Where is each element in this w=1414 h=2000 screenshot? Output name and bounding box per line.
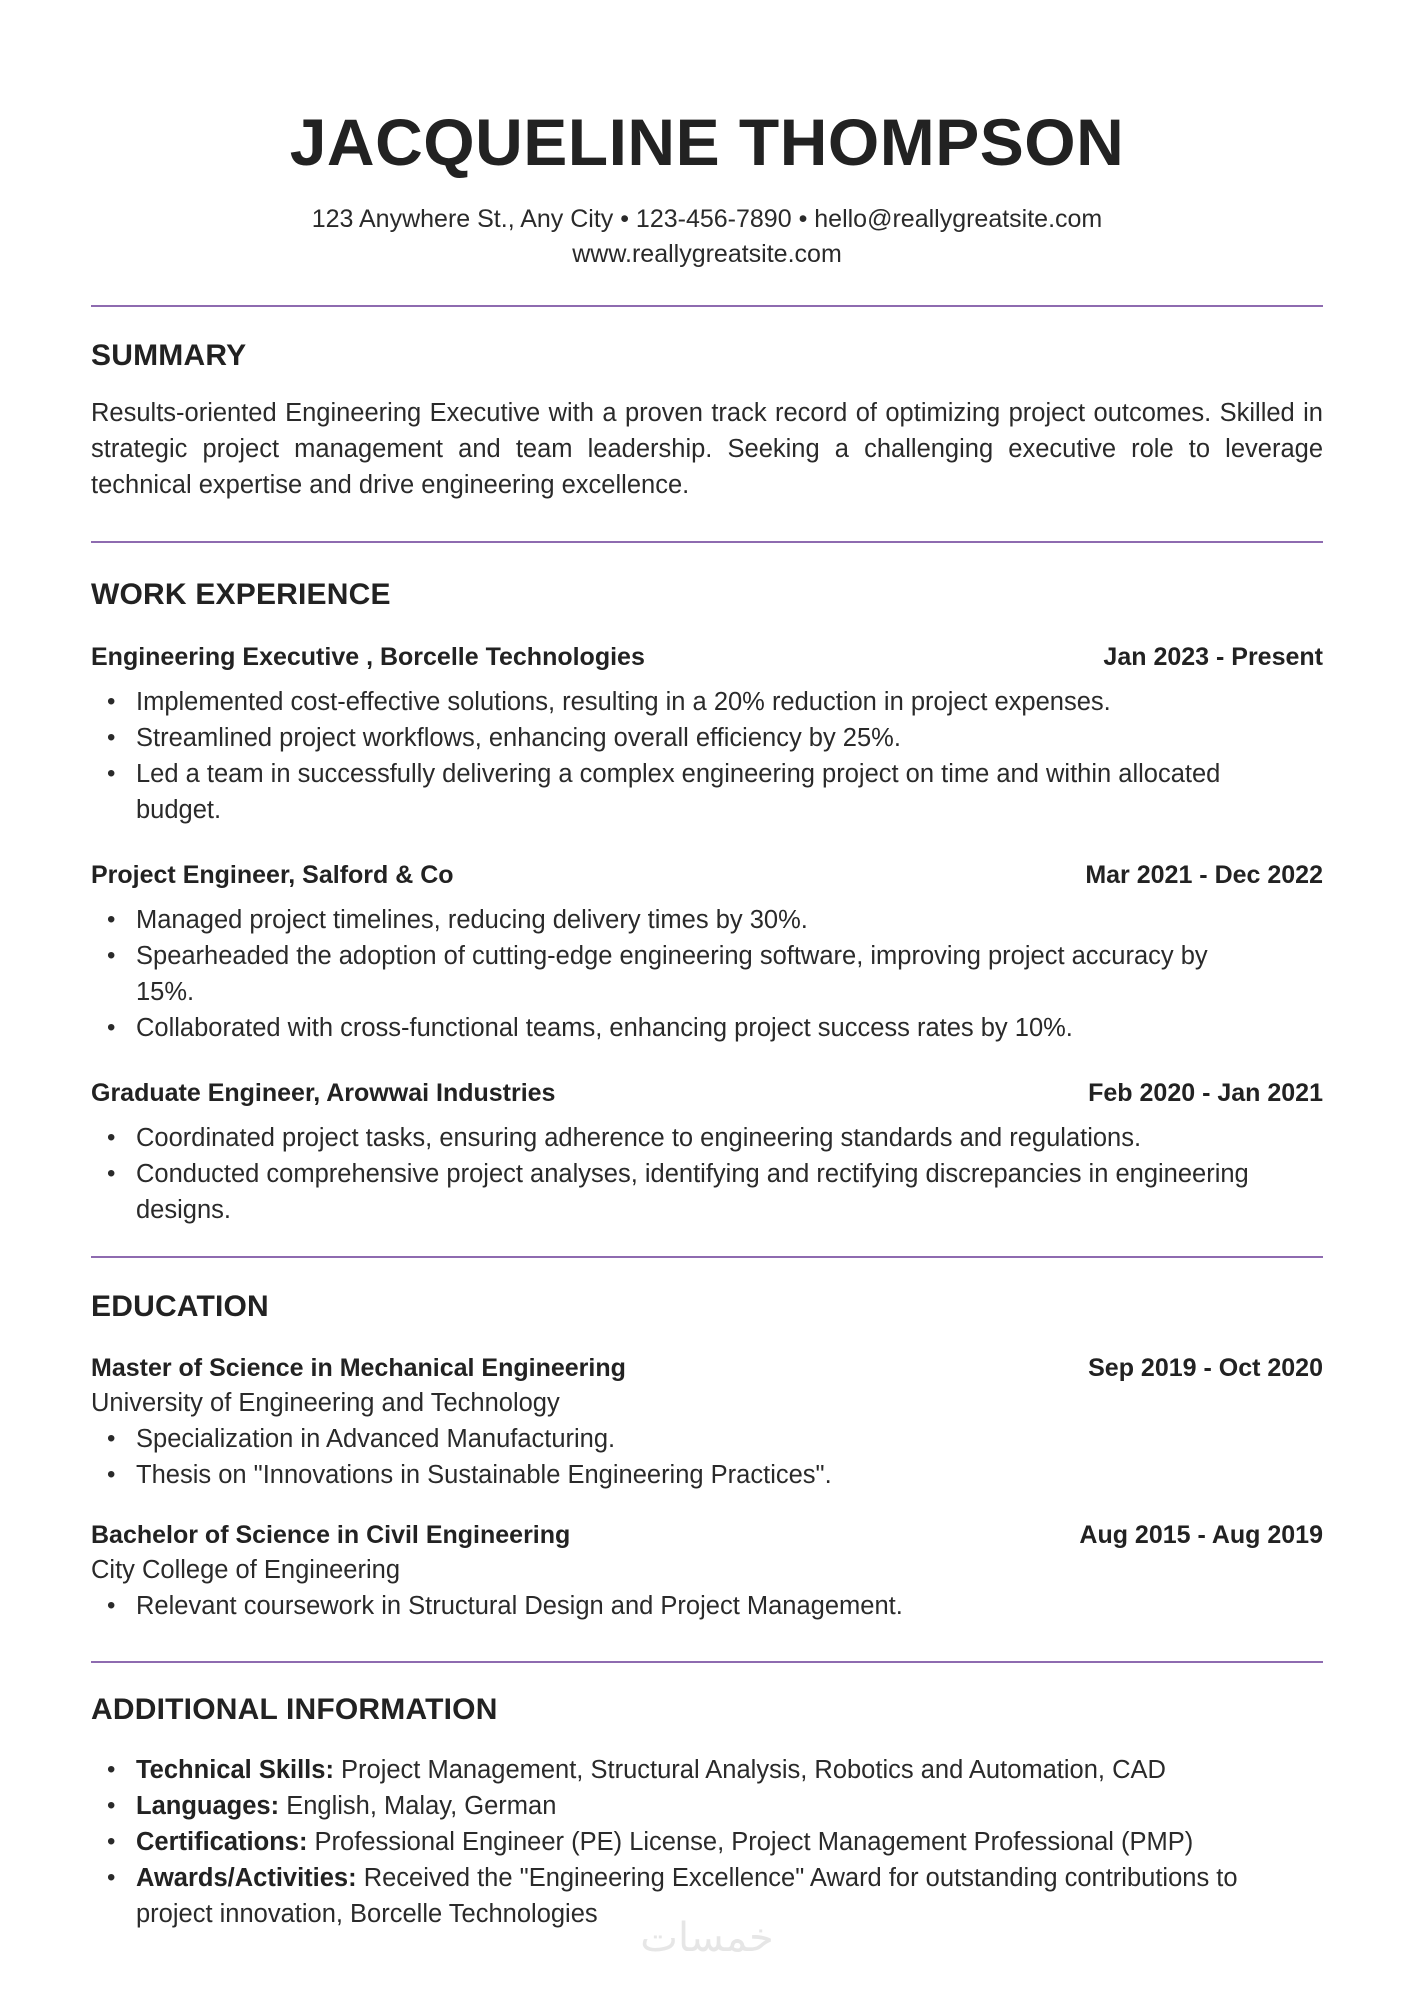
job-title: Graduate Engineer, Arowwai Industries bbox=[91, 1079, 556, 1107]
school-name: University of Engineering and Technology bbox=[91, 1389, 560, 1417]
summary-heading: SUMMARY bbox=[91, 339, 247, 372]
item-label: Awards/Activities: bbox=[136, 1864, 357, 1892]
degree-bullets bbox=[91, 1588, 1323, 1624]
job-bullets bbox=[91, 902, 1323, 1046]
job-header bbox=[91, 640, 1323, 674]
school-name: City College of Engineering bbox=[91, 1556, 401, 1584]
job-header bbox=[91, 1076, 1323, 1110]
list-item: • Conducted comprehensive project analyses, identifying and rectifying discrepancies in engineering designs. bbox=[91, 1156, 1271, 1228]
item-value: Project Management, Structural Analysis, Robotics and Automation, CAD bbox=[333, 1756, 1166, 1784]
website-link[interactable]: www.reallygreatsite.com bbox=[572, 240, 842, 268]
list-item: • Specialization in Advanced Manufacturing. bbox=[91, 1421, 1271, 1457]
degree-dates: Sep 2019 - Oct 2020 bbox=[1088, 1354, 1323, 1382]
job-title: Engineering Executive , Borcelle Technologies bbox=[91, 643, 645, 671]
watermark-logo: خمسات bbox=[640, 1915, 774, 1961]
item-label: Certifications: bbox=[136, 1828, 308, 1856]
section-divider bbox=[91, 541, 1323, 543]
list-item bbox=[91, 1788, 1271, 1824]
additional-info-heading: ADDITIONAL INFORMATION bbox=[91, 1693, 498, 1726]
additional-info-list bbox=[91, 1752, 1323, 1932]
section-divider bbox=[91, 305, 1323, 307]
list-item: • Managed project timelines, reducing delivery times by 30%. bbox=[91, 902, 1271, 938]
job-dates: Jan 2023 - Present bbox=[1103, 643, 1323, 671]
section-divider bbox=[91, 1661, 1323, 1663]
job-bullets bbox=[91, 684, 1323, 828]
list-item bbox=[91, 1752, 1271, 1788]
section-divider bbox=[91, 1256, 1323, 1258]
list-item: • Implemented cost-effective solutions, resulting in a 20% reduction in project expenses. bbox=[91, 684, 1271, 720]
list-item: • Collaborated with cross-functional teams, enhancing project success rates by 10%. bbox=[91, 1010, 1271, 1046]
work-experience-heading: WORK EXPERIENCE bbox=[91, 578, 391, 611]
list-item: • Spearheaded the adoption of cutting-edge engineering software, improving project accuracy by 15%. bbox=[91, 938, 1271, 1010]
degree-title: Bachelor of Science in Civil Engineering bbox=[91, 1521, 571, 1549]
job-dates: Feb 2020 - Jan 2021 bbox=[1088, 1079, 1323, 1107]
item-value: Professional Engineer (PE) License, Project Management Professional (PMP) bbox=[307, 1828, 1194, 1856]
degree-dates: Aug 2015 - Aug 2019 bbox=[1079, 1521, 1323, 1549]
contact-line: 123 Anywhere St., Any City • 123-456-7890 • hello@reallygreatsite.com bbox=[311, 205, 1103, 233]
job-header bbox=[91, 858, 1323, 892]
degree-title: Master of Science in Mechanical Engineering bbox=[91, 1354, 626, 1382]
list-item bbox=[91, 1824, 1271, 1860]
degree-header bbox=[91, 1351, 1323, 1385]
item-value: English, Malay, German bbox=[279, 1792, 557, 1820]
list-item: • Coordinated project tasks, ensuring adherence to engineering standards and regulations. bbox=[91, 1120, 1271, 1156]
education-heading: EDUCATION bbox=[91, 1290, 269, 1323]
candidate-name: JACQUELINE THOMPSON bbox=[289, 105, 1125, 179]
item-value: Received the "Engineering Excellence" Award for outstanding contributions to project innovation, Borcelle Technologies bbox=[136, 1864, 1238, 1928]
item-label: Languages: bbox=[136, 1792, 280, 1820]
job-bullets bbox=[91, 1120, 1323, 1228]
degree-bullets bbox=[91, 1421, 1323, 1493]
degree-header bbox=[91, 1518, 1323, 1552]
list-item: • Streamlined project workflows, enhancing overall efficiency by 25%. bbox=[91, 720, 1271, 756]
summary-text: Results-oriented Engineering Executive with a proven track record of optimizing project outcomes. Skilled in strategic project management and team leadership. Seeking a challenging executive role to leverage technical expertise and drive engineering excellence. bbox=[91, 399, 1323, 499]
list-item: • Led a team in successfully delivering a complex engineering project on time and within allocated budget. bbox=[91, 756, 1271, 828]
list-item: • Relevant coursework in Structural Design and Project Management. bbox=[91, 1588, 1271, 1624]
job-title: Project Engineer, Salford & Co bbox=[91, 861, 454, 889]
item-label: Technical Skills: bbox=[136, 1756, 334, 1784]
list-item: • Thesis on "Innovations in Sustainable Engineering Practices". bbox=[91, 1457, 1271, 1493]
job-dates: Mar 2021 - Dec 2022 bbox=[1085, 861, 1323, 889]
